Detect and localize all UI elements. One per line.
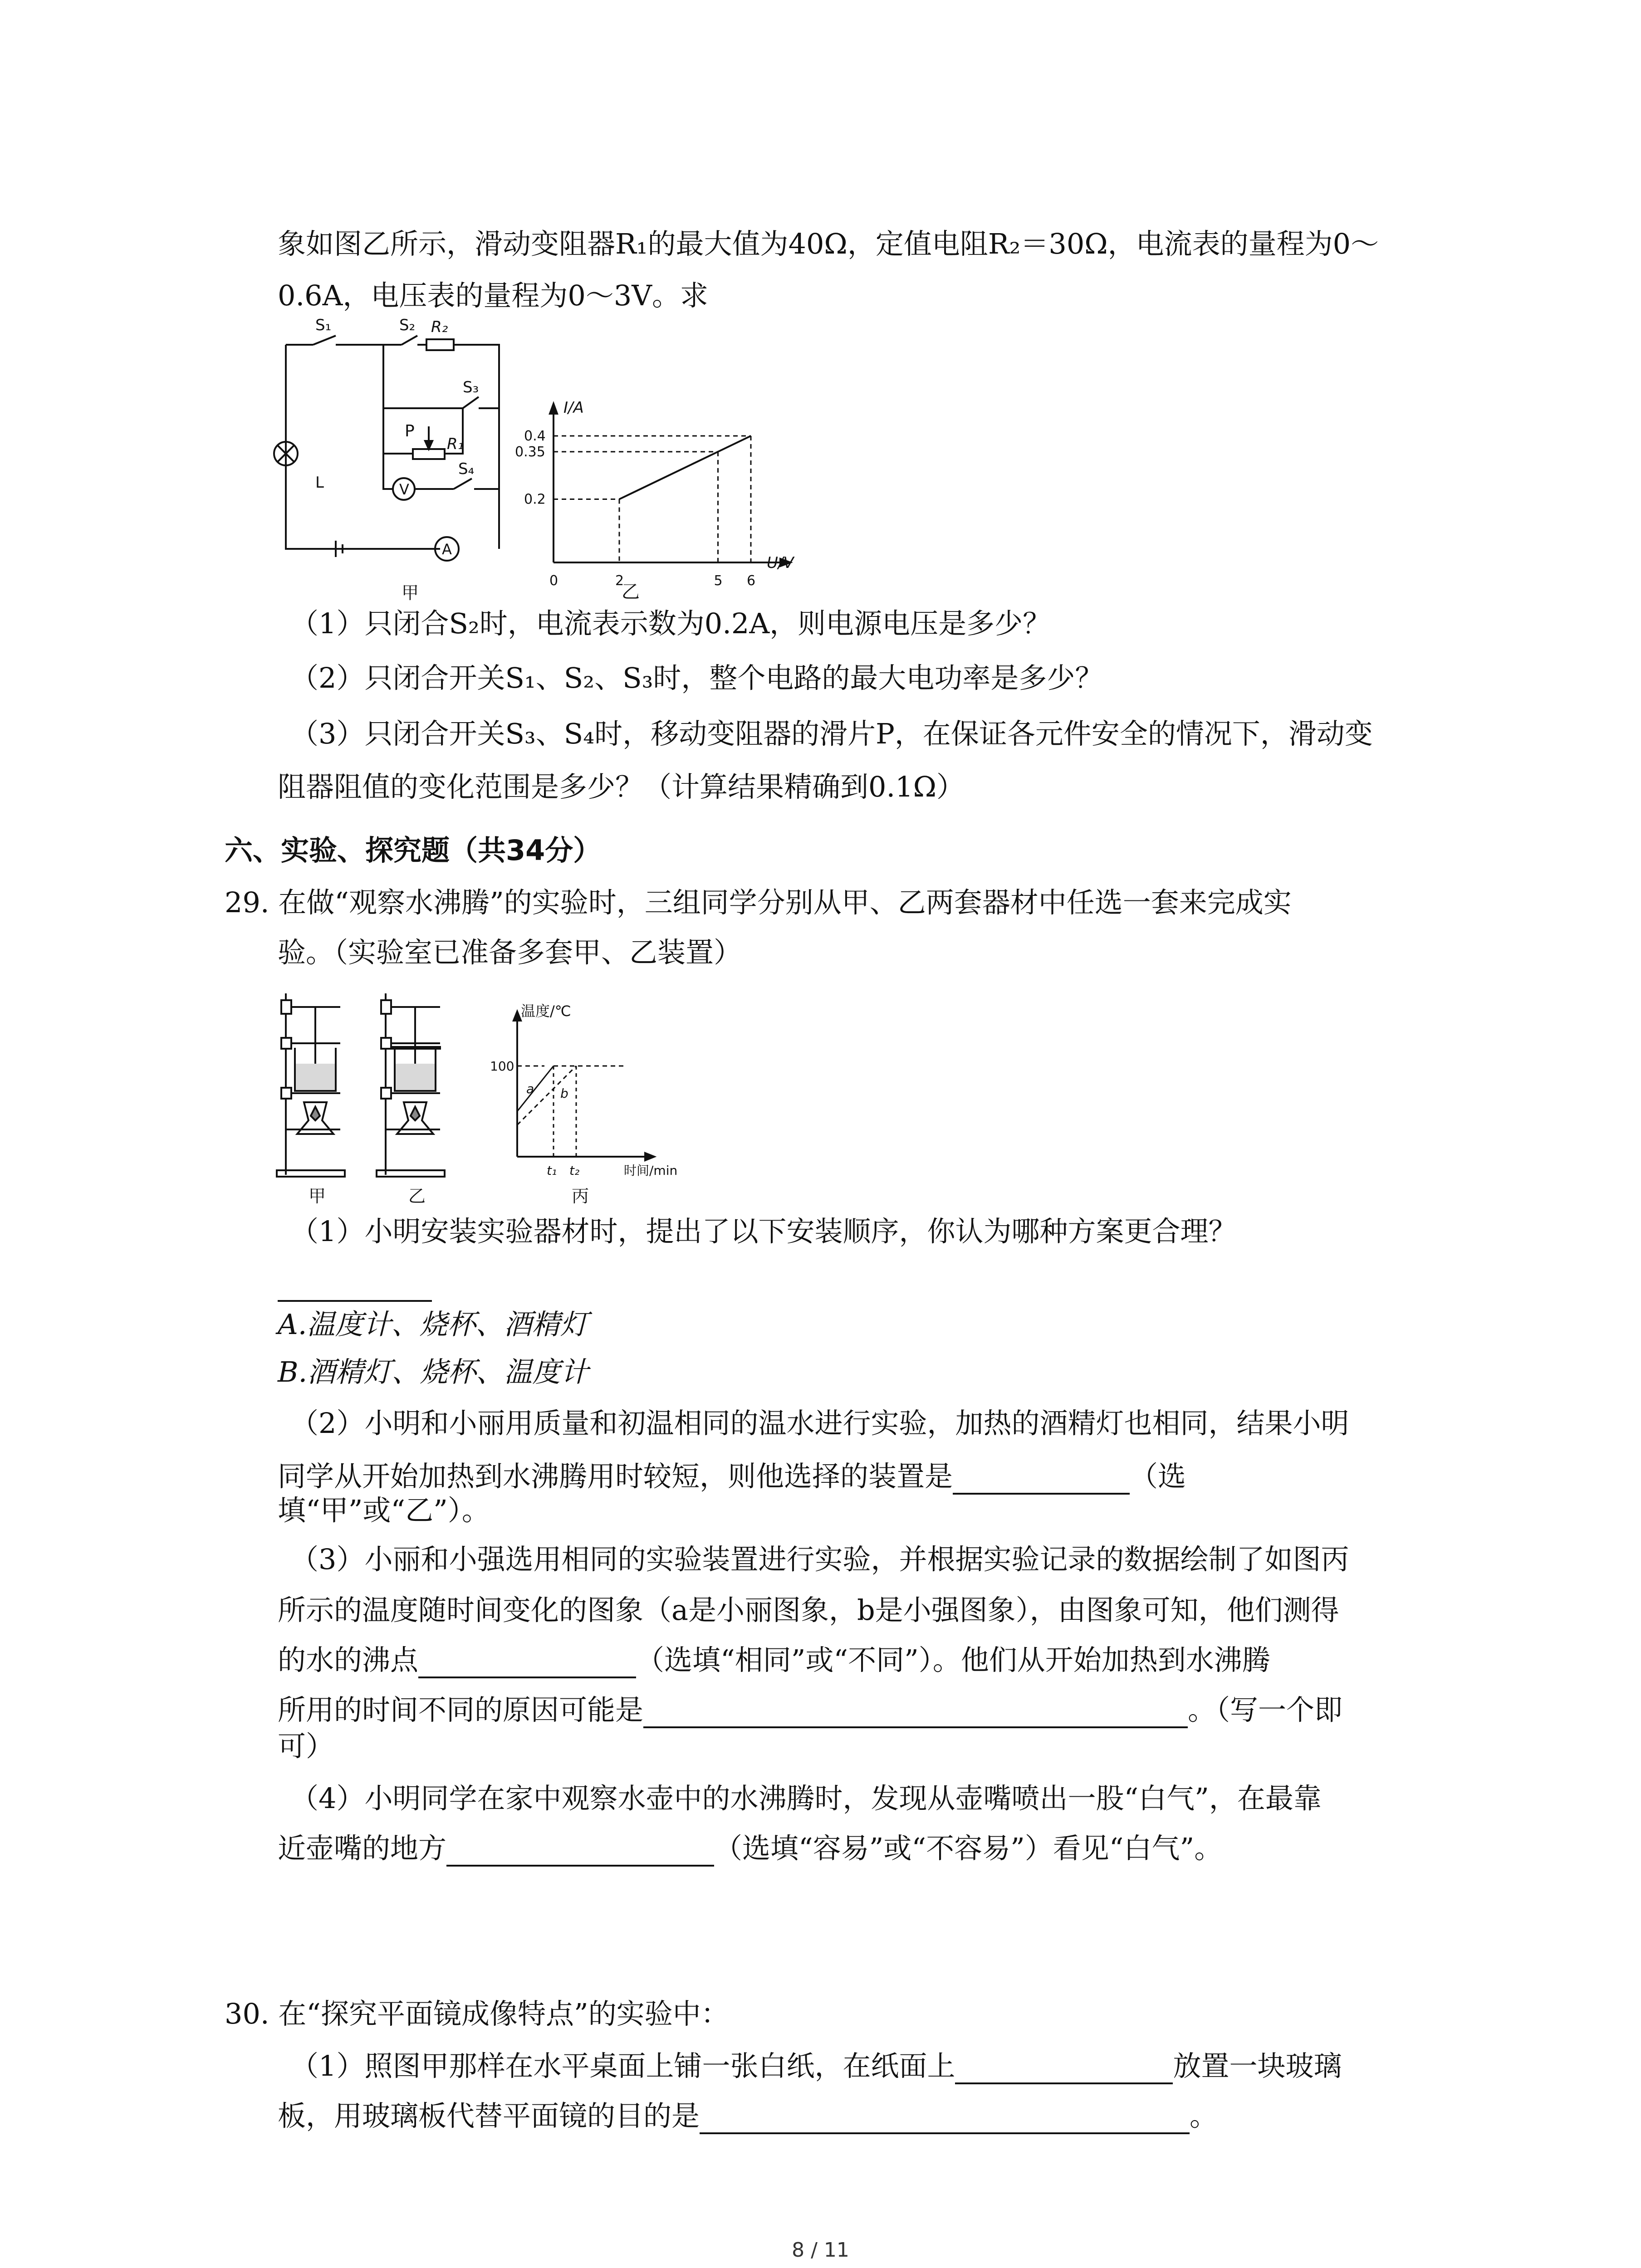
q30-sub1-answer-blank[interactable]: [955, 2053, 1173, 2084]
graph-xtick: 5: [714, 573, 723, 589]
q30-sub1-purpose-text: 板，用玻璃板代替平面镜的目的是: [278, 2099, 700, 2132]
graph-bing-xlabel: 时间/min: [624, 1163, 678, 1178]
graph-bing-t1: t₁: [547, 1163, 557, 1178]
q29-sub3-line5: 可）: [278, 1730, 334, 1763]
q29-sub3-reason-blank[interactable]: [643, 1697, 1188, 1728]
graph-xtick: 2: [615, 573, 624, 589]
q30-line1: 30. 在“探究平面镜成像特点”的实验中：: [225, 1997, 729, 2030]
q30-sub1-text-end: 放置一块玻璃: [1173, 2049, 1342, 2082]
label-r2: R₂: [431, 318, 448, 336]
graph-xtick: 6: [747, 573, 756, 589]
q29-sub1-answer-blank[interactable]: [278, 1266, 432, 1302]
q28-sub2: （2）只闭合开关S₁、S₂、S₃时，整个电路的最大电功率是多少？: [290, 661, 1103, 694]
graph-bing-label-b: b: [560, 1086, 568, 1101]
boiling-apparatus-figure: [272, 984, 726, 1220]
q30-sub1-line1: [290, 2048, 1342, 2084]
q28-sub3-line1: （3）只闭合开关S₃、S₄时，移动变阻器的滑片P，在保证各元件安全的情况下，滑动变: [290, 717, 1373, 750]
q30-sub1-purpose-blank[interactable]: [700, 2103, 1190, 2134]
caption-jia: 甲: [309, 1186, 326, 1206]
iu-graph: [513, 390, 821, 608]
graph-ylabel: I/A: [563, 399, 584, 417]
graph-bing-label-a: a: [526, 1081, 534, 1096]
q29-sub3-text: 的水的沸点: [278, 1643, 419, 1677]
circuit-diagram: [272, 318, 526, 608]
q29-sub4-line1: （4）小明同学在家中观察水壶中的水沸腾时，发现从壶嘴喷出一股“白气”，在最靠: [290, 1782, 1322, 1815]
q29-sub4-line2: [278, 1830, 1222, 1867]
label-s4: S₄: [458, 460, 475, 478]
q29-sub3-line2: 所示的温度随时间变化的图象（a是小丽图象，b是小强图象），由图象可知，他们测得: [278, 1593, 1339, 1627]
q28-sub3-line2: 阻器阻值的变化范围是多少？（计算结果精确到0.1Ω）: [278, 770, 965, 803]
q29-sub2-line3: 填“甲”或“乙”）。: [278, 1494, 490, 1527]
q28-intro-line2: 0.6A，电压表的量程为0～3V。求: [278, 279, 709, 312]
label-a: A: [442, 541, 452, 558]
q29-sub2-hint: （选: [1130, 1460, 1186, 1493]
caption-bing: 丙: [572, 1186, 589, 1206]
q29-sub3-line1: （3）小丽和小强选用相同的实验装置进行实验，并根据实验记录的数据绘制了如图丙: [290, 1543, 1349, 1576]
q29-sub1: （1）小明安装实验器材时，提出了以下安装顺序，你认为哪种方案更合理？: [290, 1215, 1237, 1248]
q29-sub4-answer-blank[interactable]: [446, 1836, 714, 1867]
q29-sub2-text: 同学从开始加热到水沸腾用时较短，则他选择的装置是: [278, 1460, 953, 1493]
q29-line2: 验。（实验室已准备多套甲、乙装置）: [278, 936, 742, 969]
section-heading: 六、实验、探究题（共34分）: [225, 834, 602, 867]
graph-ytick: 0.2: [524, 491, 546, 508]
q29-sub4-text: 近壶嘴的地方: [278, 1832, 447, 1865]
caption-jia-circuit: 甲: [402, 583, 419, 603]
q29-sub3-boiling-point-blank[interactable]: [418, 1647, 636, 1678]
label-s2: S₂: [399, 318, 416, 334]
q29-sub2-answer-blank[interactable]: [953, 1464, 1130, 1495]
q29-line1: 29. 在做“观察水沸腾”的实验时，三组同学分别从甲、乙两套器材中任选一套来完成实: [225, 886, 1292, 919]
graph-ytick: 0.35: [515, 444, 545, 460]
iu-series-line: [619, 436, 751, 499]
q29-sub2-line1: （2）小明和小丽用质量和初温相同的温水进行实验，加热的酒精灯也相同，结果小明: [290, 1407, 1349, 1440]
q29-option-a: A.温度计、烧杯、酒精灯: [278, 1308, 588, 1341]
q30-sub1-text: （1）照图甲那样在水平桌面上铺一张白纸，在纸面上: [290, 2049, 955, 2082]
q30-sub1-line2: [278, 2098, 1218, 2134]
label-s1: S₁: [315, 318, 332, 334]
graph-ytick: 0.4: [524, 428, 546, 444]
q28-sub1: （1）只闭合S₂时，电流表示数为0.2A，则电源电压是多少？: [290, 607, 1051, 640]
caption-yi: 乙: [622, 582, 640, 602]
graph-bing-t2: t₂: [569, 1163, 580, 1178]
graph-xlabel: U/V: [767, 554, 794, 572]
graph-bing-y100: 100: [490, 1059, 514, 1074]
q29-sub3-hint: （选填“相同”或“不同”）。他们从开始加热到水沸腾: [636, 1643, 1270, 1677]
q29-sub3-line3: [278, 1642, 1270, 1678]
label-s3: S₃: [463, 378, 479, 396]
q29-sub2-line2: [278, 1458, 1186, 1495]
label-v: V: [399, 481, 409, 498]
caption-yi-apparatus: 乙: [408, 1186, 426, 1206]
label-p: P: [405, 422, 415, 440]
q29-sub3-line4: [278, 1692, 1342, 1728]
q30-sub1-period: 。: [1190, 2099, 1218, 2132]
q28-intro-line1: 象如图乙所示，滑动变阻器R₁的最大值为40Ω，定值电阻R₂＝30Ω，电流表的量程为0～: [278, 227, 1379, 260]
q29-option-b: B.酒精灯、烧杯、温度计: [278, 1355, 589, 1388]
q29-sub4-hint: （选填“容易”或“不容易”）看见“白气”。: [714, 1832, 1223, 1865]
graph-bing-ylabel: 温度/℃: [521, 1002, 571, 1020]
page-number: 8 / 11: [792, 2239, 849, 2262]
q29-sub3-reason-text: 所用的时间不同的原因可能是: [278, 1693, 644, 1726]
graph-xtick: 0: [549, 573, 558, 589]
label-l: L: [315, 474, 324, 492]
q29-sub3-reason-hint: 。（写一个即: [1188, 1693, 1343, 1726]
label-r1: R₁: [447, 435, 464, 453]
